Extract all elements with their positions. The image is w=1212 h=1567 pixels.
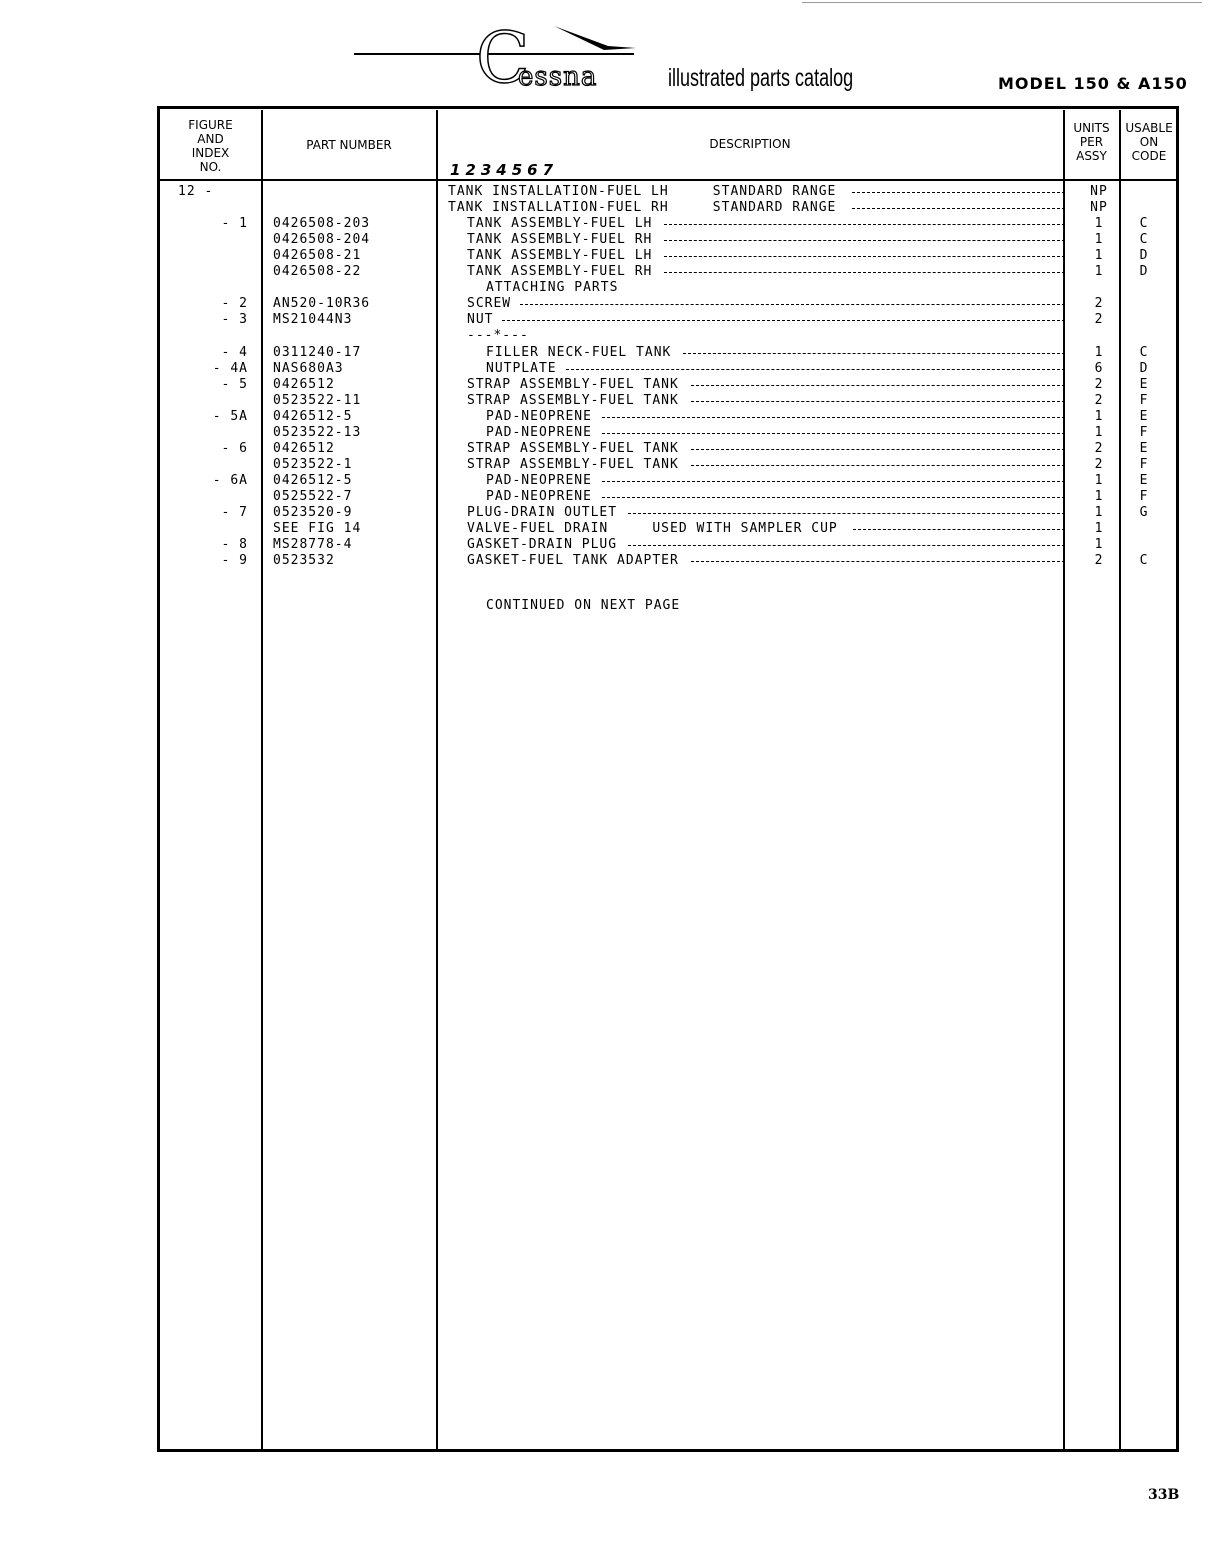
units-per-assy: 1 <box>1094 344 1104 360</box>
usable-header: USABLE ON CODE <box>1125 121 1173 163</box>
table-row <box>160 345 1176 361</box>
part-description: NUTPLATE <box>486 360 557 376</box>
usable-on-code: G <box>1139 505 1149 520</box>
table-row <box>160 457 1176 473</box>
table-row <box>160 441 1176 457</box>
units-per-assy: 1 <box>1094 472 1104 488</box>
units-per-assy: 1 <box>1094 488 1104 504</box>
part-number: AN520-10R36 <box>273 296 371 312</box>
units-per-assy: 2 <box>1094 440 1104 456</box>
usable-on-code: F <box>1139 424 1149 440</box>
leader-dashes <box>566 369 1065 370</box>
part-number-header: PART NUMBER <box>306 138 392 152</box>
leader-dashes <box>691 561 1065 562</box>
units-per-assy: 1 <box>1094 264 1104 280</box>
units-per-assy: NP <box>1090 184 1108 199</box>
usable-on-code: E <box>1139 472 1149 488</box>
figure-index: - 4A <box>212 360 248 376</box>
table-row <box>160 553 1176 569</box>
units-per-assy: 1 <box>1094 248 1104 264</box>
table-row <box>160 184 1176 200</box>
usable-on-code: F <box>1139 392 1149 408</box>
part-description: STRAP ASSEMBLY-FUEL TANK <box>467 376 679 392</box>
usable-on-code: F <box>1139 488 1149 504</box>
figure-index: - 7 <box>221 505 248 520</box>
usable-on-code: F <box>1139 456 1149 472</box>
part-number: 0523522-13 <box>273 424 362 440</box>
table-row <box>160 409 1176 425</box>
table-row <box>160 505 1176 521</box>
table-row <box>160 264 1176 280</box>
figure-index: - 3 <box>221 312 248 328</box>
part-description: STRAP ASSEMBLY-FUEL TANK <box>467 392 679 408</box>
part-description: PAD-NEOPRENE <box>486 472 592 488</box>
leader-dashes <box>664 256 1065 257</box>
leader-dashes <box>520 304 1065 305</box>
cessna-logo <box>354 18 644 98</box>
table-row <box>160 216 1176 232</box>
figure-index: - 9 <box>221 553 248 569</box>
part-number: MS21044N3 <box>273 312 353 328</box>
part-description: STRAP ASSEMBLY-FUEL TANK <box>467 440 679 456</box>
part-description: ---*--- <box>467 328 529 344</box>
part-number: SEE FIG 14 <box>273 521 362 537</box>
top-edge-rule <box>802 2 1202 5</box>
leader-dashes <box>691 385 1065 386</box>
table-row <box>160 280 1176 296</box>
units-per-assy: 6 <box>1094 360 1104 376</box>
usable-on-code: C <box>1139 216 1149 232</box>
continued-note: CONTINUED ON NEXT PAGE <box>486 598 681 613</box>
table-row <box>160 361 1176 377</box>
figure-index: - 6A <box>212 472 248 488</box>
logo-initial: C <box>476 17 530 99</box>
part-description: TANK INSTALLATION-FUEL RH STANDARD RANGE <box>448 200 837 216</box>
part-description: GASKET-FUEL TANK ADAPTER <box>467 553 679 569</box>
part-number: NAS680A3 <box>273 360 344 376</box>
figure-index: - 5 <box>221 376 248 392</box>
leader-dashes <box>602 417 1065 418</box>
table-row <box>160 393 1176 409</box>
units-per-assy: 2 <box>1094 312 1104 328</box>
leader-dashes <box>691 401 1065 402</box>
table-row <box>160 312 1176 328</box>
part-description: TANK ASSEMBLY-FUEL LH <box>467 248 653 264</box>
part-description: TANK ASSEMBLY-FUEL RH <box>467 232 653 248</box>
leader-dashes <box>628 513 1065 514</box>
part-number: 0426508-22 <box>273 264 362 280</box>
leader-dashes <box>602 497 1065 498</box>
units-per-assy: 1 <box>1094 537 1104 553</box>
usable-on-code: C <box>1139 553 1149 569</box>
leader-dashes <box>683 353 1065 354</box>
leader-dashes <box>602 433 1065 434</box>
part-number: MS28778-4 <box>273 537 353 553</box>
table-row <box>160 521 1176 537</box>
part-number: 0426508-203 <box>273 216 371 232</box>
part-description: NUT <box>467 312 494 328</box>
part-description: STRAP ASSEMBLY-FUEL TANK <box>467 456 679 472</box>
units-per-assy: 1 <box>1094 408 1104 424</box>
usable-on-code: E <box>1139 408 1149 424</box>
table-row <box>160 377 1176 393</box>
description-header: DESCRIPTION <box>709 137 791 151</box>
leader-dashes <box>628 545 1065 546</box>
part-number: 0426512-5 <box>273 472 353 488</box>
part-number: 0426512 <box>273 376 335 392</box>
leader-dashes <box>664 272 1065 273</box>
usable-on-code: D <box>1139 264 1149 280</box>
units-header: UNITS PER ASSY <box>1073 121 1110 163</box>
usable-on-code: D <box>1139 248 1149 264</box>
figure-index: - 5A <box>212 408 248 424</box>
logo-swoosh-icon <box>544 22 640 56</box>
page-number: 33B <box>1148 1487 1180 1503</box>
units-per-assy: 2 <box>1094 553 1104 569</box>
part-description: TANK INSTALLATION-FUEL LH STANDARD RANGE <box>448 184 837 199</box>
part-number: 0523522-1 <box>273 456 353 472</box>
table-row <box>160 473 1176 489</box>
units-per-assy: 2 <box>1094 376 1104 392</box>
part-number: 0311240-17 <box>273 344 362 360</box>
figure-index: - 4 <box>221 344 248 360</box>
units-per-assy: 2 <box>1094 296 1104 312</box>
table-row <box>160 425 1176 441</box>
part-description: GASKET-DRAIN PLUG <box>467 537 618 553</box>
table-row <box>160 248 1176 264</box>
leader-dashes <box>852 192 1065 193</box>
part-description: SCREW <box>467 296 512 312</box>
part-description: PAD-NEOPRENE <box>486 408 592 424</box>
part-number: 0523520-9 <box>273 505 353 520</box>
usable-on-code: D <box>1139 360 1149 376</box>
catalog-title: illustrated parts catalog <box>668 64 854 92</box>
table-row <box>160 328 1176 344</box>
leader-dashes <box>502 320 1065 321</box>
leader-dashes <box>664 240 1065 241</box>
usable-on-code: C <box>1139 232 1149 248</box>
usable-on-code: E <box>1139 440 1149 456</box>
units-per-assy: 1 <box>1094 216 1104 232</box>
units-per-assy: 2 <box>1094 456 1104 472</box>
figure-index: 12 - <box>178 184 214 199</box>
figure-index: - 6 <box>221 440 248 456</box>
part-description: PAD-NEOPRENE <box>486 424 592 440</box>
figure-index: - 2 <box>221 296 248 312</box>
part-number: 0523532 <box>273 553 335 569</box>
indent-digits: 1234567 <box>450 161 559 179</box>
usable-on-code: C <box>1139 344 1149 360</box>
units-per-assy: 1 <box>1094 232 1104 248</box>
units-per-assy: NP <box>1090 200 1108 216</box>
part-description: TANK ASSEMBLY-FUEL RH <box>467 264 653 280</box>
figure-header: FIGURE AND INDEX NO. <box>188 118 233 174</box>
units-per-assy: 2 <box>1094 392 1104 408</box>
units-per-assy: 1 <box>1094 424 1104 440</box>
part-number: 0426508-204 <box>273 232 371 248</box>
part-description: TANK ASSEMBLY-FUEL LH <box>467 216 653 232</box>
figure-index: - 8 <box>221 537 248 553</box>
table-row <box>160 537 1176 553</box>
part-number: 0426512-5 <box>273 408 353 424</box>
usable-on-code: E <box>1139 376 1149 392</box>
units-per-assy: 1 <box>1094 505 1104 520</box>
model-title: MODEL 150 & A150 <box>998 74 1188 93</box>
leader-dashes <box>664 224 1065 225</box>
table-row <box>160 232 1176 248</box>
part-description: ATTACHING PARTS <box>486 280 619 296</box>
units-per-assy: 1 <box>1094 521 1104 537</box>
part-number: 0426508-21 <box>273 248 362 264</box>
leader-dashes <box>691 465 1065 466</box>
part-description: PAD-NEOPRENE <box>486 488 592 504</box>
part-number: 0525522-7 <box>273 488 353 504</box>
part-description: VALVE-FUEL DRAIN USED WITH SAMPLER CUP <box>467 521 838 537</box>
leader-dashes <box>853 529 1065 530</box>
leader-dashes <box>852 208 1065 209</box>
header-divider <box>160 179 1176 181</box>
figure-index: - 1 <box>221 216 248 232</box>
leader-dashes <box>691 449 1065 450</box>
logo-word: essna <box>518 62 598 92</box>
table-row <box>160 200 1176 216</box>
table-row <box>160 489 1176 505</box>
part-number: 0523522-11 <box>273 392 362 408</box>
part-description: FILLER NECK-FUEL TANK <box>486 344 672 360</box>
part-number: 0426512 <box>273 440 335 456</box>
part-description: PLUG-DRAIN OUTLET <box>467 505 618 520</box>
table-row <box>160 296 1176 312</box>
leader-dashes <box>602 481 1065 482</box>
